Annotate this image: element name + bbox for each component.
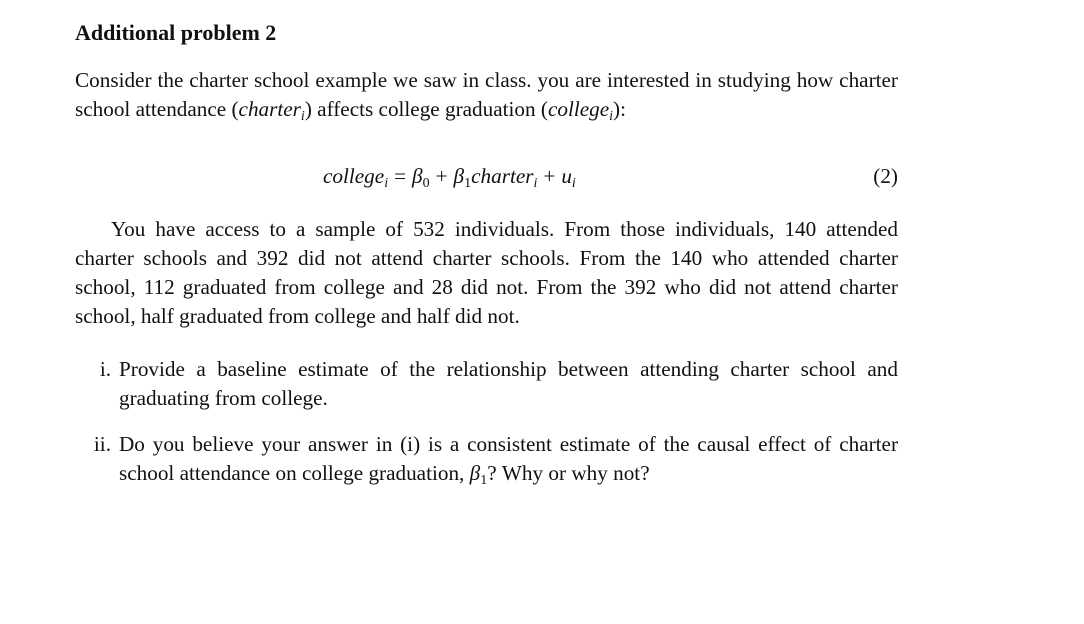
question-item-1 xyxy=(75,355,898,413)
question-text-a: Do you believe your answer in (i) is a consistent estimate of the causal effect of charter school attendance on college graduation, xyxy=(119,432,898,485)
equation-number: (2) xyxy=(873,164,898,188)
intro-text-3: ): xyxy=(613,97,626,121)
question-text-b: ? Why or why not? xyxy=(487,461,650,485)
document-page xyxy=(75,14,898,488)
charter-variable: charter$_i$ xyxy=(238,97,305,124)
question-list xyxy=(75,355,898,488)
equation-body xyxy=(323,161,576,191)
intro-text-1: Consider the charter school example we saw in class. you are interested in studying how charter school attendance ( xyxy=(75,68,898,121)
intro-paragraph xyxy=(75,66,898,124)
item-marker: i. xyxy=(99,357,111,381)
sample-paragraph: You have access to a sample of 532 individuals. From those individuals, 140 attended charter schools and 392 did not attend charter schools. From the 140 who attended charter school, 112 graduated from college and 28 did not. From the 392 who did not attend charter school, half graduated from college and half did not. xyxy=(75,217,898,328)
eq-equals: = xyxy=(394,164,407,188)
beta1-symbol: $\beta_1$ xyxy=(469,461,488,488)
eq-plus-1: + xyxy=(435,164,448,188)
college-variable: college$_i$ xyxy=(547,97,614,124)
eq-error: $u_i$ xyxy=(561,164,576,191)
eq-beta0: $\beta_0$ xyxy=(412,164,430,191)
eq-beta1: $\beta_1$ xyxy=(453,164,472,191)
item-marker: ii. xyxy=(93,432,111,456)
question-text: Provide a baseline estimate of the relationship between attending charter school and graduating from college. xyxy=(119,357,898,410)
regression-equation xyxy=(75,161,898,191)
problem-title: Additional problem 2 xyxy=(75,20,277,45)
intro-text-2: ) affects college graduation ( xyxy=(304,97,548,121)
eq-plus-2: + xyxy=(543,164,556,188)
question-item-2 xyxy=(75,430,898,488)
eq-charter: charter$_i$ xyxy=(471,164,538,191)
eq-lhs: college$_i$ xyxy=(323,164,389,191)
